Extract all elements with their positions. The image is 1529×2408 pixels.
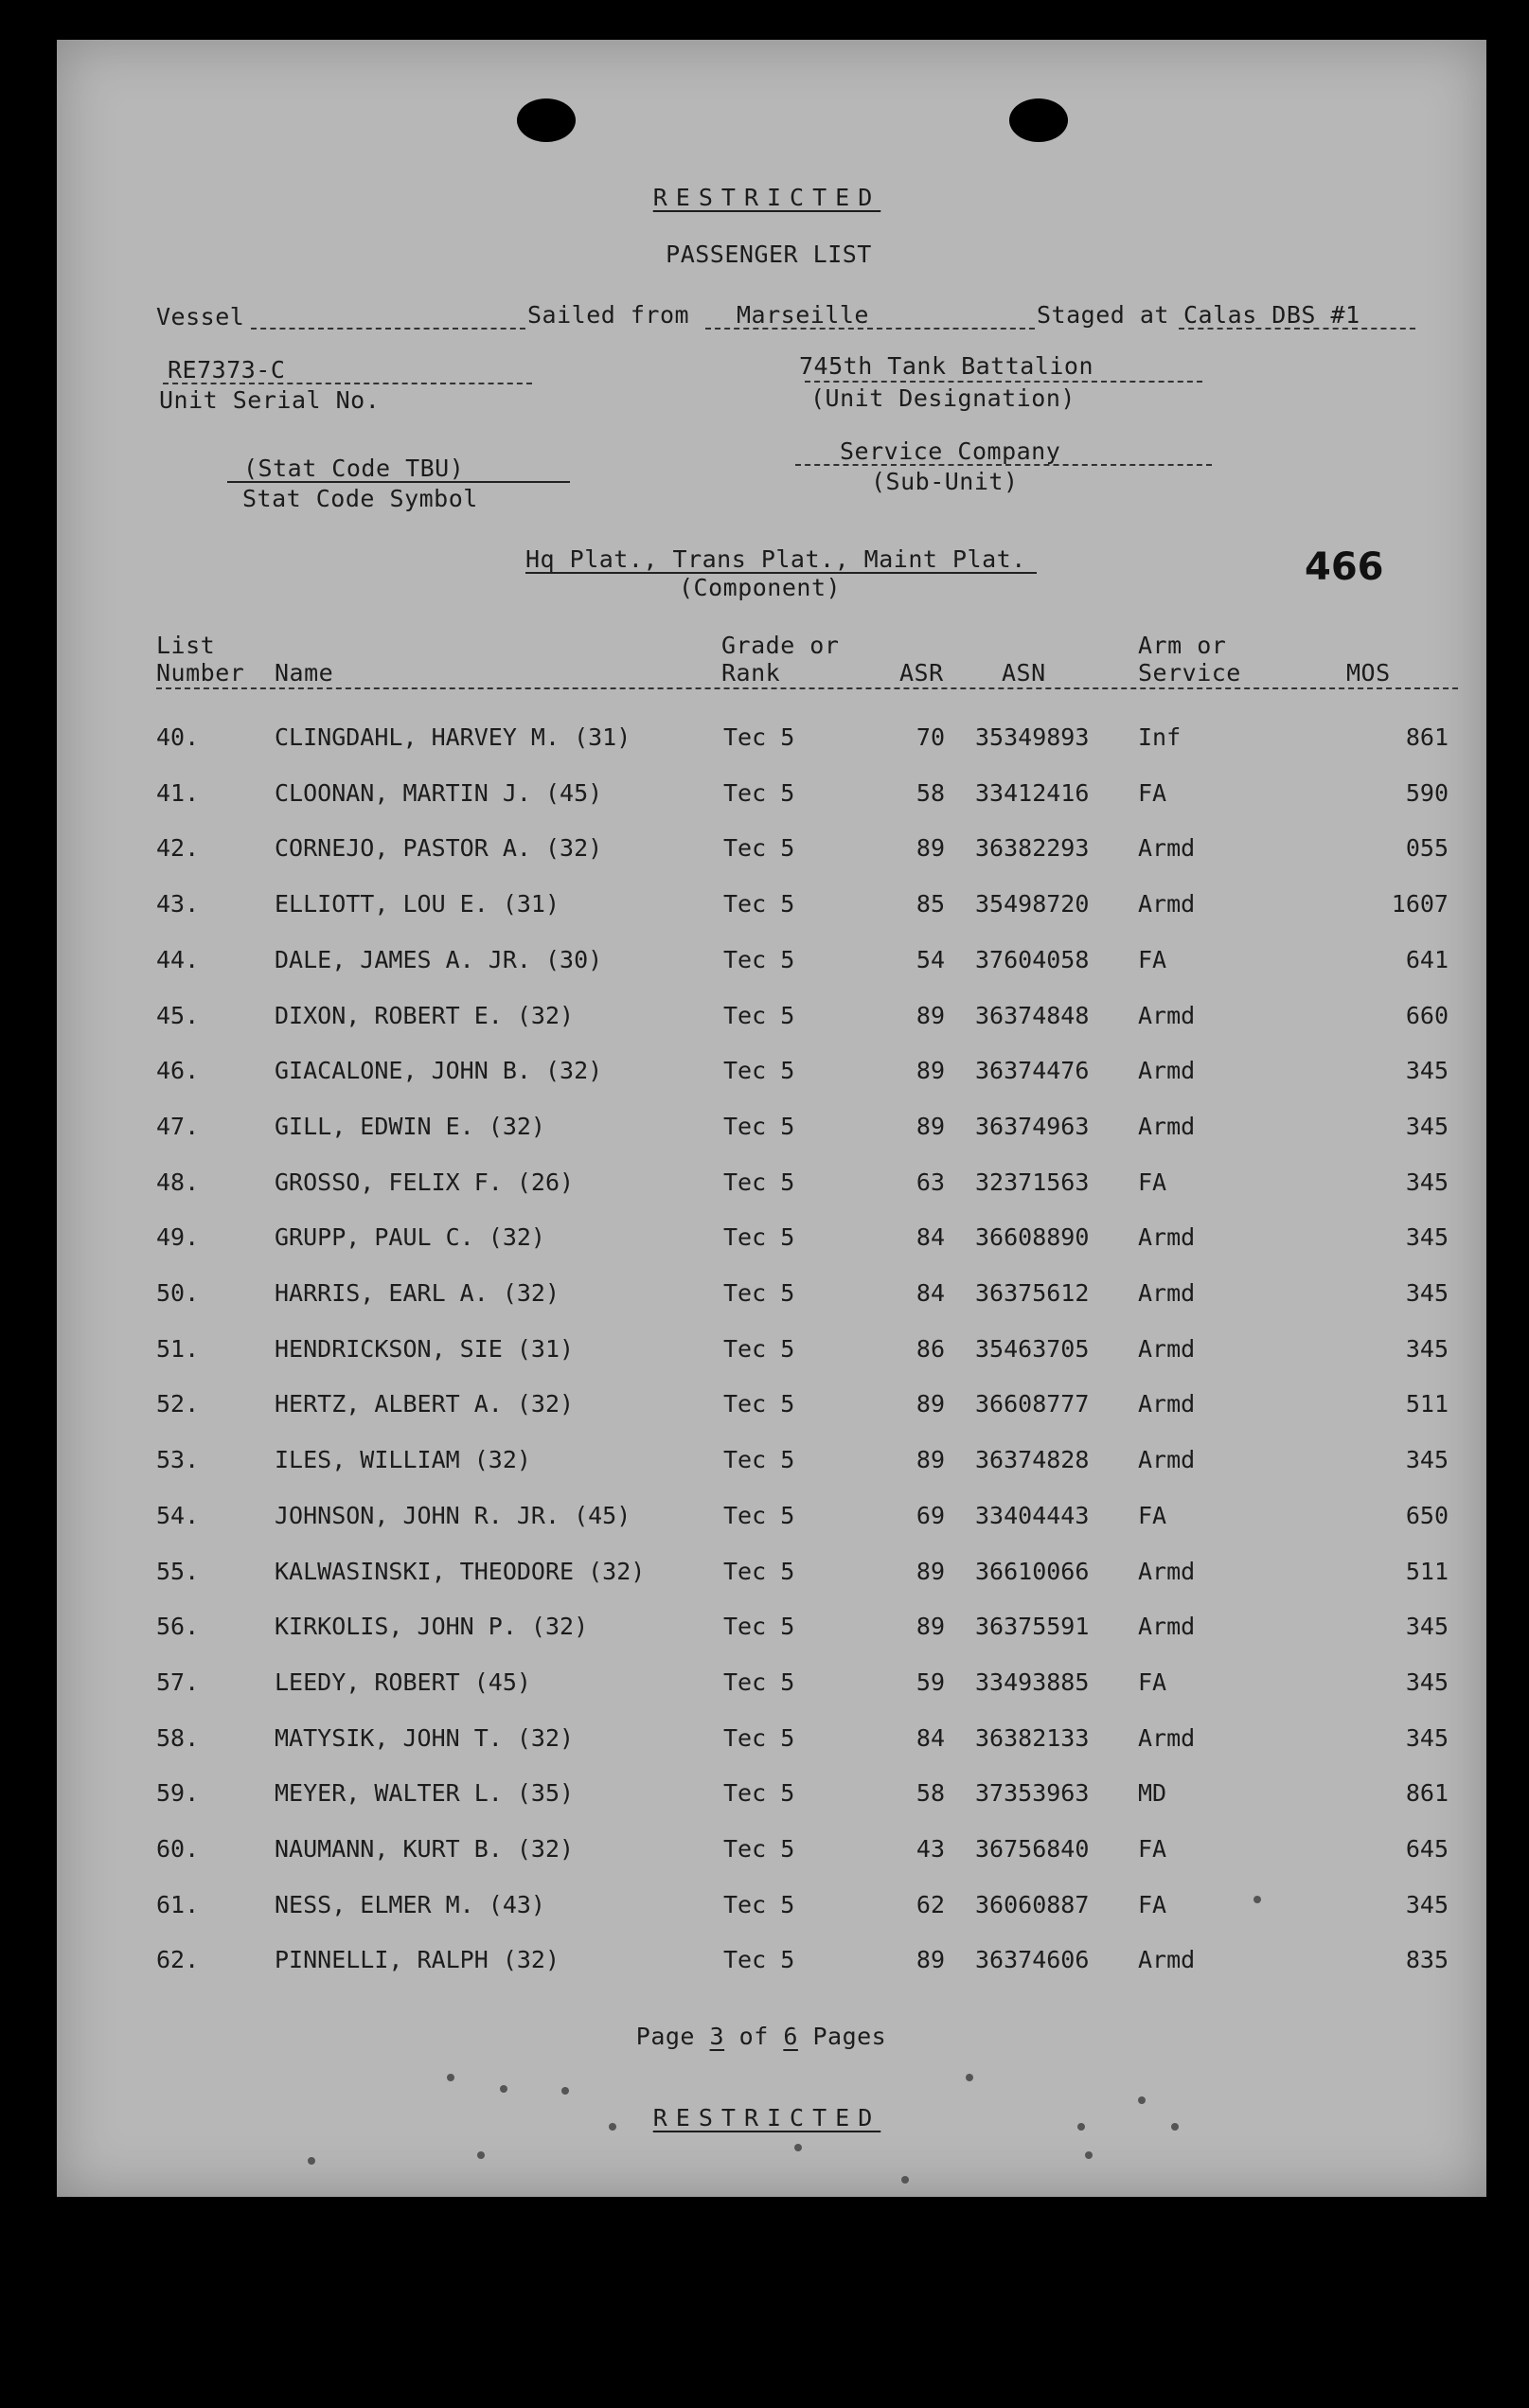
- row-arm: Armd: [1138, 1223, 1196, 1251]
- row-grade: Tec 5: [723, 1779, 795, 1807]
- row-name: ILES, WILLIAM (32): [275, 1446, 531, 1473]
- row-list-number: 46.: [156, 1057, 200, 1084]
- row-asn: 33412416: [975, 779, 1090, 807]
- row-name: NESS, ELMER M. (43): [275, 1891, 545, 1918]
- row-name: JOHNSON, JOHN R. JR. (45): [275, 1502, 631, 1529]
- row-mos: 345: [1405, 1668, 1449, 1696]
- row-mos: 590: [1405, 779, 1449, 807]
- row-arm: Armd: [1138, 1279, 1196, 1307]
- page-suffix: Pages: [812, 2023, 887, 2050]
- row-list-number: 49.: [156, 1223, 200, 1251]
- row-grade: Tec 5: [723, 1057, 795, 1084]
- row-asn: 36610066: [975, 1558, 1090, 1585]
- unit-designation-value: 745th Tank Battalion: [799, 352, 1094, 380]
- row-asr: 89: [916, 1446, 945, 1473]
- row-asr: 89: [916, 1002, 945, 1029]
- row-name: KALWASINSKI, THEODORE (32): [275, 1558, 646, 1585]
- unit-designation-line: [805, 381, 1202, 383]
- row-grade: Tec 5: [723, 1891, 795, 1918]
- row-list-number: 54.: [156, 1502, 200, 1529]
- row-asr: 85: [916, 890, 945, 918]
- row-grade: Tec 5: [723, 723, 795, 751]
- row-arm: Inf: [1138, 723, 1182, 751]
- row-mos: 861: [1405, 1779, 1449, 1807]
- row-mos: 345: [1405, 1446, 1449, 1473]
- row-name: HARRIS, EARL A. (32): [275, 1279, 560, 1307]
- stat-code-label: Stat Code Symbol: [242, 485, 478, 512]
- row-arm: Armd: [1138, 1002, 1196, 1029]
- row-asn: 35349893: [975, 723, 1090, 751]
- row-list-number: 44.: [156, 946, 200, 973]
- scan-speck: [1077, 2123, 1085, 2131]
- row-name: MEYER, WALTER L. (35): [275, 1779, 575, 1807]
- unit-serial-label: Unit Serial No.: [159, 386, 381, 414]
- row-arm: Armd: [1138, 834, 1196, 862]
- row-grade: Tec 5: [723, 1390, 795, 1418]
- page-of: of: [738, 2023, 769, 2050]
- row-asr: 69: [916, 1502, 945, 1529]
- row-asr: 58: [916, 1779, 945, 1807]
- row-arm: FA: [1138, 946, 1167, 973]
- row-mos: 511: [1405, 1558, 1449, 1585]
- row-mos: 345: [1405, 1613, 1449, 1640]
- row-asn: 35463705: [975, 1335, 1090, 1363]
- row-list-number: 59.: [156, 1779, 200, 1807]
- sailed-from-label: Sailed from: [527, 301, 690, 329]
- row-arm: Armd: [1138, 1558, 1196, 1585]
- row-asr: 84: [916, 1223, 945, 1251]
- row-name: GROSSO, FELIX F. (26): [275, 1168, 575, 1196]
- row-asn: 36374848: [975, 1002, 1090, 1029]
- row-asn: 36374963: [975, 1113, 1090, 1140]
- row-grade: Tec 5: [723, 1558, 795, 1585]
- unit-designation-label: (Unit Designation): [810, 384, 1076, 412]
- row-mos: 345: [1405, 1891, 1449, 1918]
- row-name: LEEDY, ROBERT (45): [275, 1668, 531, 1696]
- scan-speck: [1253, 1896, 1261, 1903]
- row-name: CORNEJO, PASTOR A. (32): [275, 834, 603, 862]
- row-name: NAUMANN, KURT B. (32): [275, 1835, 575, 1863]
- row-asr: 89: [916, 1057, 945, 1084]
- row-asn: 35498720: [975, 890, 1090, 918]
- col-arm-1: Arm or: [1138, 632, 1227, 659]
- row-arm: Armd: [1138, 1390, 1196, 1418]
- component-value: Hq Plat., Trans Plat., Maint Plat.: [525, 545, 1026, 573]
- row-asr: 58: [916, 779, 945, 807]
- unit-serial-line: [163, 383, 532, 384]
- row-grade: Tec 5: [723, 1724, 795, 1752]
- row-asn: 36374476: [975, 1057, 1090, 1084]
- row-list-number: 40.: [156, 723, 200, 751]
- row-grade: Tec 5: [723, 779, 795, 807]
- row-arm: FA: [1138, 1168, 1167, 1196]
- row-asr: 59: [916, 1668, 945, 1696]
- row-list-number: 51.: [156, 1335, 200, 1363]
- row-asn: 36608777: [975, 1390, 1090, 1418]
- row-arm: Armd: [1138, 1724, 1196, 1752]
- row-asn: 36382133: [975, 1724, 1090, 1752]
- row-list-number: 61.: [156, 1891, 200, 1918]
- vessel-line: [251, 328, 525, 330]
- row-asr: 70: [916, 723, 945, 751]
- row-arm: Armd: [1138, 890, 1196, 918]
- sub-unit-label: (Sub-Unit): [871, 468, 1019, 495]
- row-asr: 89: [916, 1558, 945, 1585]
- row-name: CLINGDAHL, HARVEY M. (31): [275, 723, 631, 751]
- row-arm: Armd: [1138, 1946, 1196, 1973]
- row-name: GILL, EDWIN E. (32): [275, 1113, 545, 1140]
- sub-unit-line: [795, 464, 1212, 466]
- row-arm: FA: [1138, 1502, 1167, 1529]
- row-asr: 62: [916, 1891, 945, 1918]
- row-mos: 835: [1405, 1946, 1449, 1973]
- row-asr: 54: [916, 946, 945, 973]
- col-name: Name: [275, 659, 334, 687]
- scan-speck: [966, 2074, 973, 2081]
- row-mos: 1607: [1391, 890, 1449, 918]
- row-name: PINNELLI, RALPH (32): [275, 1946, 560, 1973]
- row-asr: 89: [916, 1113, 945, 1140]
- row-grade: Tec 5: [723, 1223, 795, 1251]
- row-mos: 345: [1405, 1335, 1449, 1363]
- row-mos: 345: [1405, 1279, 1449, 1307]
- row-asn: 33404443: [975, 1502, 1090, 1529]
- staged-at-label: Staged at: [1037, 301, 1169, 329]
- classification-top: RESTRICTED: [652, 184, 881, 211]
- row-list-number: 55.: [156, 1558, 200, 1585]
- row-arm: Armd: [1138, 1613, 1196, 1640]
- row-asn: 37604058: [975, 946, 1090, 973]
- scan-speck: [1138, 2096, 1146, 2104]
- col-asn: ASN: [1002, 659, 1046, 687]
- row-mos: 660: [1405, 1002, 1449, 1029]
- row-grade: Tec 5: [723, 1113, 795, 1140]
- document-sheet: [57, 40, 1486, 2197]
- row-grade: Tec 5: [723, 1835, 795, 1863]
- row-mos: 345: [1405, 1223, 1449, 1251]
- row-mos: 055: [1405, 834, 1449, 862]
- row-grade: Tec 5: [723, 1668, 795, 1696]
- col-mos: MOS: [1346, 659, 1391, 687]
- row-grade: Tec 5: [723, 890, 795, 918]
- row-arm: MD: [1138, 1779, 1167, 1807]
- row-asr: 43: [916, 1835, 945, 1863]
- scan-speck: [561, 2087, 569, 2095]
- row-name: HERTZ, ALBERT A. (32): [275, 1390, 575, 1418]
- page-total: 6: [783, 2023, 798, 2050]
- row-arm: FA: [1138, 1891, 1167, 1918]
- stat-code-line: [227, 481, 570, 483]
- row-name: MATYSIK, JOHN T. (32): [275, 1724, 575, 1752]
- col-arm-2: Service: [1138, 659, 1241, 687]
- row-asr: 84: [916, 1724, 945, 1752]
- col-grade-1: Grade or: [721, 632, 840, 659]
- row-grade: Tec 5: [723, 1613, 795, 1640]
- row-grade: Tec 5: [723, 1946, 795, 1973]
- row-asn: 36374606: [975, 1946, 1090, 1973]
- row-asn: 33493885: [975, 1668, 1090, 1696]
- scan-speck: [500, 2085, 507, 2093]
- row-mos: 861: [1405, 723, 1449, 751]
- row-mos: 511: [1405, 1390, 1449, 1418]
- header-rule: [156, 687, 1458, 689]
- row-list-number: 47.: [156, 1113, 200, 1140]
- row-asn: 32371563: [975, 1168, 1090, 1196]
- row-mos: 641: [1405, 946, 1449, 973]
- row-mos: 645: [1405, 1835, 1449, 1863]
- page-current: 3: [709, 2023, 725, 2050]
- row-list-number: 56.: [156, 1613, 200, 1640]
- staged-at-value: Calas DBS #1: [1183, 301, 1360, 329]
- row-asn: 36608890: [975, 1223, 1090, 1251]
- page-prefix: Page: [635, 2023, 695, 2050]
- row-grade: Tec 5: [723, 834, 795, 862]
- row-list-number: 52.: [156, 1390, 200, 1418]
- row-list-number: 48.: [156, 1168, 200, 1196]
- row-asr: 89: [916, 1613, 945, 1640]
- row-asn: 37353963: [975, 1779, 1090, 1807]
- document-title: PASSENGER LIST: [666, 241, 872, 268]
- row-mos: 345: [1405, 1113, 1449, 1140]
- row-asr: 89: [916, 1390, 945, 1418]
- stat-code-value: (Stat Code TBU): [243, 455, 465, 482]
- row-grade: Tec 5: [723, 1279, 795, 1307]
- row-list-number: 62.: [156, 1946, 200, 1973]
- row-asn: 36382293: [975, 834, 1090, 862]
- row-asr: 63: [916, 1168, 945, 1196]
- row-arm: FA: [1138, 1835, 1167, 1863]
- row-list-number: 58.: [156, 1724, 200, 1752]
- row-list-number: 41.: [156, 779, 200, 807]
- document-page-number: 466: [1305, 545, 1384, 589]
- row-arm: FA: [1138, 779, 1167, 807]
- vessel-label: Vessel: [156, 303, 245, 330]
- punch-hole-right: [1009, 98, 1068, 142]
- row-name: KIRKOLIS, JOHN P. (32): [275, 1613, 589, 1640]
- row-asn: 36375591: [975, 1613, 1090, 1640]
- sailed-from-value: Marseille: [737, 301, 869, 329]
- row-asr: 89: [916, 1946, 945, 1973]
- row-asr: 84: [916, 1279, 945, 1307]
- row-list-number: 43.: [156, 890, 200, 918]
- row-list-number: 60.: [156, 1835, 200, 1863]
- sub-unit-value: Service Company: [840, 437, 1061, 465]
- row-name: DIXON, ROBERT E. (32): [275, 1002, 575, 1029]
- scan-speck: [1171, 2123, 1179, 2131]
- row-list-number: 42.: [156, 834, 200, 862]
- row-list-number: 57.: [156, 1668, 200, 1696]
- row-list-number: 53.: [156, 1446, 200, 1473]
- row-name: CLOONAN, MARTIN J. (45): [275, 779, 603, 807]
- scan-speck: [447, 2074, 454, 2081]
- row-list-number: 45.: [156, 1002, 200, 1029]
- page-indicator: [636, 2023, 886, 2050]
- row-name: HENDRICKSON, SIE (31): [275, 1335, 575, 1363]
- unit-serial-value: RE7373-C: [168, 356, 286, 383]
- row-arm: Armd: [1138, 1057, 1196, 1084]
- row-arm: Armd: [1138, 1113, 1196, 1140]
- scan-speck: [1085, 2151, 1093, 2159]
- row-name: GIACALONE, JOHN B. (32): [275, 1057, 603, 1084]
- col-list-number-2: Number: [156, 659, 245, 687]
- scan-speck: [308, 2157, 315, 2165]
- punch-hole-left: [517, 98, 576, 142]
- row-asn: 36060887: [975, 1891, 1090, 1918]
- row-arm: FA: [1138, 1668, 1167, 1696]
- row-asr: 86: [916, 1335, 945, 1363]
- row-asn: 36374828: [975, 1446, 1090, 1473]
- row-grade: Tec 5: [723, 1502, 795, 1529]
- row-grade: Tec 5: [723, 1446, 795, 1473]
- row-name: ELLIOTT, LOU E. (31): [275, 890, 560, 918]
- row-mos: 650: [1405, 1502, 1449, 1529]
- row-grade: Tec 5: [723, 1168, 795, 1196]
- scan-speck: [477, 2151, 485, 2159]
- row-asn: 36375612: [975, 1279, 1090, 1307]
- scan-speck: [609, 2123, 616, 2131]
- row-grade: Tec 5: [723, 1002, 795, 1029]
- row-arm: Armd: [1138, 1446, 1196, 1473]
- row-mos: 345: [1405, 1168, 1449, 1196]
- component-label: (Component): [679, 574, 842, 601]
- row-grade: Tec 5: [723, 1335, 795, 1363]
- row-mos: 345: [1405, 1057, 1449, 1084]
- classification-bottom: RESTRICTED: [652, 2104, 881, 2132]
- row-arm: Armd: [1138, 1335, 1196, 1363]
- row-mos: 345: [1405, 1724, 1449, 1752]
- col-grade-2: Rank: [721, 659, 781, 687]
- row-name: DALE, JAMES A. JR. (30): [275, 946, 603, 973]
- scan-speck: [794, 2144, 802, 2151]
- row-asr: 89: [916, 834, 945, 862]
- scan-speck: [901, 2176, 909, 2184]
- row-grade: Tec 5: [723, 946, 795, 973]
- row-name: GRUPP, PAUL C. (32): [275, 1223, 545, 1251]
- row-list-number: 50.: [156, 1279, 200, 1307]
- col-asr: ASR: [899, 659, 944, 687]
- row-asn: 36756840: [975, 1835, 1090, 1863]
- col-list-number-1: List: [156, 632, 216, 659]
